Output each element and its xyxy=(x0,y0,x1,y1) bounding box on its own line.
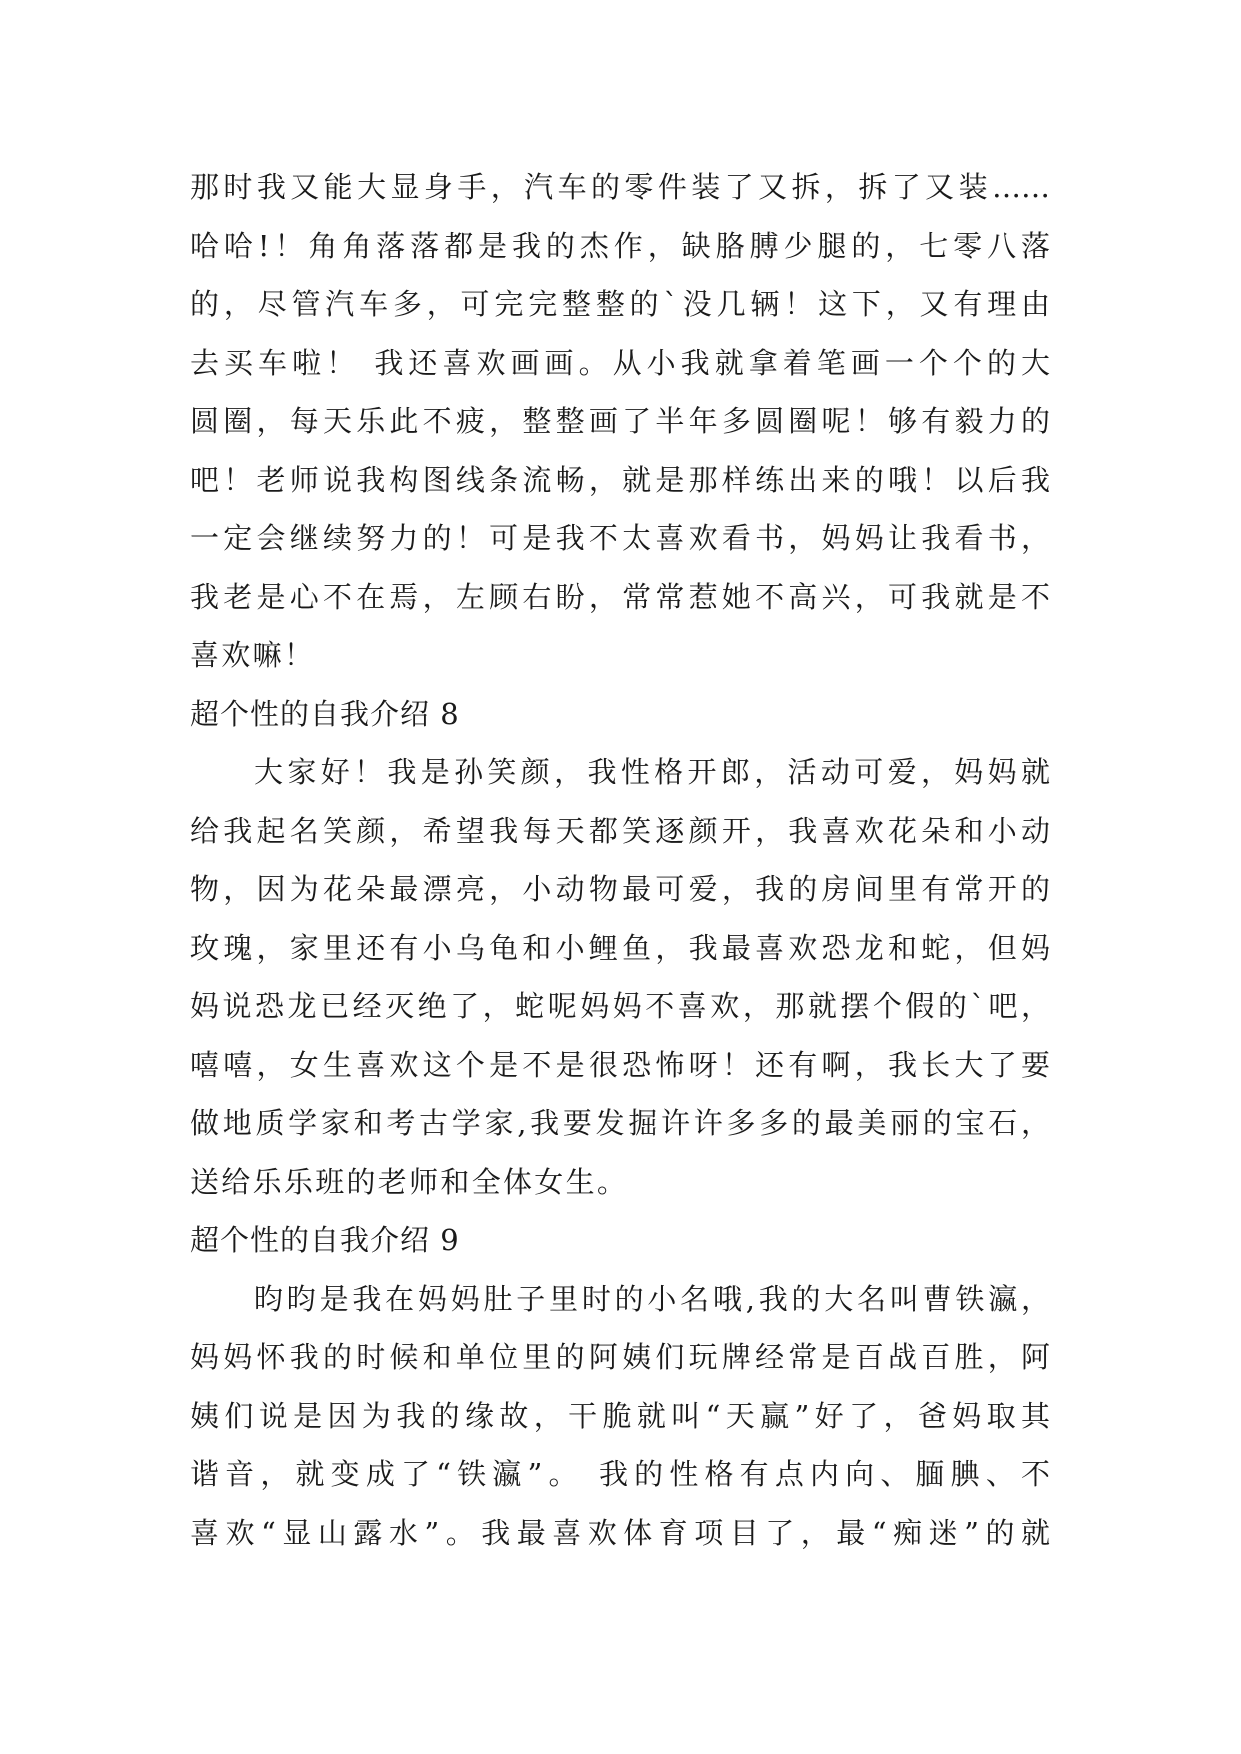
paragraph-line: 的，尽管汽车多，可完完整整的`没几辆！这下，又有理由 xyxy=(190,287,1050,321)
paragraph-line: 哈哈!！角角落落都是我的杰作，缺胳膊少腿的，七零八落 xyxy=(190,228,1050,263)
paragraph-line: 圆圈，每天乐此不疲，整整画了半年多圆圈呢！够有毅力的 xyxy=(190,404,1050,438)
paragraph-line: 昀昀是我在妈妈肚子里时的小名哦,我的大名叫曹铁瀛， xyxy=(254,1281,1050,1316)
paragraph-line: 我老是心不在焉，左顾右盼，常常惹她不高兴，可我就是不 xyxy=(190,579,1050,614)
paragraph-line: 吧！老师说我构图线条流畅，就是那样练出来的哦！以后我 xyxy=(190,462,1050,497)
paragraph-line: 喜欢嘛！ xyxy=(190,638,316,672)
paragraph-line: 姨们说是因为我的缘故，干脆就叫“天赢”好了，爸妈取其 xyxy=(190,1398,1050,1433)
paragraph-line: 妈说恐龙已经灭绝了，蛇呢妈妈不喜欢，那就摆个假的`吧， xyxy=(190,989,1050,1023)
paragraph-line: 玫瑰，家里还有小乌龟和小鲤鱼，我最喜欢恐龙和蛇，但妈 xyxy=(190,930,1050,965)
paragraph-line: 给我起名笑颜，希望我每天都笑逐颜开，我喜欢花朵和小动 xyxy=(190,813,1050,848)
paragraph-line: 一定会继续努力的！可是我不太喜欢看书，妈妈让我看书， xyxy=(190,521,1050,555)
paragraph-line: 送给乐乐班的老师和全体女生。 xyxy=(190,1164,629,1199)
paragraph-line: 谐音，就变成了“铁瀛”。 我的性格有点内向、腼腆、不 xyxy=(190,1457,1050,1491)
section-heading: 超个性的自我介绍 9 xyxy=(190,1223,460,1257)
paragraph-line: 喜欢“显山露水”。我最喜欢体育项目了，最“痴迷”的就 xyxy=(190,1515,1050,1550)
paragraph-line: 物，因为花朵最漂亮，小动物最可爱，我的房间里有常开的 xyxy=(190,872,1050,906)
section-heading: 超个性的自我介绍 8 xyxy=(190,696,460,731)
document-page xyxy=(190,158,1050,1562)
paragraph-line: 妈妈怀我的时候和单位里的阿姨们玩牌经常是百战百胜，阿 xyxy=(190,1340,1050,1374)
section-9 xyxy=(190,1211,1050,1562)
section-7-continuation xyxy=(190,158,1050,685)
paragraph-line: 大家好！我是孙笑颜，我性格开郎，活动可爱，妈妈就 xyxy=(254,755,1050,789)
section-8 xyxy=(190,685,1050,1212)
paragraph-line: 嘻嘻，女生喜欢这个是不是很恐怖呀！还有啊，我长大了要 xyxy=(190,1047,1050,1082)
paragraph-line: 那时我又能大显身手，汽车的零件装了又拆，拆了又装…… xyxy=(190,170,1050,204)
paragraph-line: 去买车啦！ 我还喜欢画画。从小我就拿着笔画一个个的大 xyxy=(190,345,1050,380)
paragraph-line: 做地质学家和考古学家,我要发掘许许多多的最美丽的宝石， xyxy=(190,1106,1050,1140)
